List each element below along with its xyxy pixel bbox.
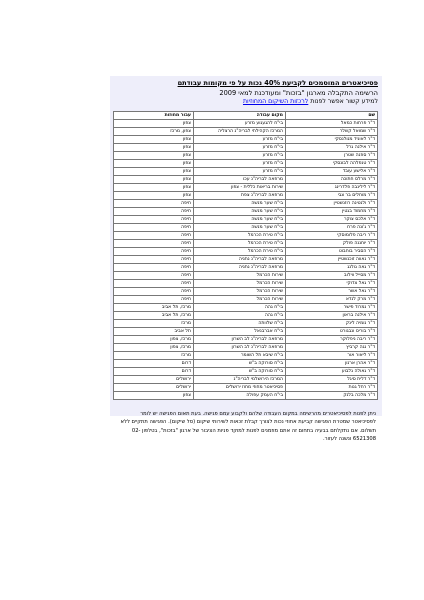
rehab-coordinators-link[interactable]: לרכזות השיקום המחוזיות [242, 98, 309, 105]
cell-districts: חיפה [114, 272, 194, 280]
cell-workplace: פסיכיאטר מחוזי מחוז ירושלים [194, 384, 286, 392]
cell-name: ד"ר נגה קרביץ [286, 344, 378, 352]
cell-workplace: מרפאה לבריה"נ עכו [194, 176, 286, 184]
cell-workplace: שירות הכרמל [194, 280, 286, 288]
info-line [114, 98, 378, 105]
table-row [114, 152, 378, 160]
cell-districts: חיפה [114, 256, 194, 264]
cell-districts: צפון [114, 120, 194, 128]
cell-name: ד"ר לילינבה פלדרינג [286, 184, 378, 192]
cell-districts: חיפה [114, 208, 194, 216]
cell-workplace: מרפאה לבריה"נ לב השרון [194, 344, 286, 352]
cell-workplace: שירות בריאות כללית - צפון [194, 184, 286, 192]
cell-name: ד"ר אלכס צוקר [286, 216, 378, 224]
cell-name: ד"ר מוחלים בר צבי [286, 192, 378, 200]
cell-name: ד"ר בוריס ונבגורט [286, 328, 378, 336]
cell-name: ד"ר נמרוד פישר [286, 304, 378, 312]
table-row [114, 288, 378, 296]
cell-districts: צפון [114, 184, 194, 192]
cell-name: ד"ר פרחות כמאל [286, 120, 378, 128]
table-row [114, 248, 378, 256]
table-row [114, 376, 378, 384]
cell-workplace: בי"ח העמק עפולה [194, 392, 286, 400]
cell-districts: חיפה [114, 240, 194, 248]
cell-districts: חיפה [114, 224, 194, 232]
cell-workplace: בי"ח מזרע [194, 144, 286, 152]
cell-workplace: מרפאה לבריה"נ נתניה [194, 264, 286, 272]
cell-name: ד"ר יוחננה פולק [286, 240, 378, 248]
document-title: פסיכיאטרים המוסמכים לקביעת 40% נכות על פי מקומות עבודתם [177, 79, 378, 87]
cell-name: ד"ר אלישע עובד [286, 168, 378, 176]
cell-districts: חיפה [114, 296, 194, 304]
cell-workplace: המרכז הקהילתי לבריה"נ הרצליה [194, 128, 286, 136]
cell-districts: צפון, מרכז [114, 128, 194, 136]
cell-workplace: בי"ח גהה [194, 312, 286, 320]
cell-name: ד"ר מרק לנדא [286, 296, 378, 304]
cell-workplace: שירות הכרמל [194, 288, 286, 296]
cell-name: ד"ר אהרן ארנון [286, 360, 378, 368]
table-row [114, 272, 378, 280]
document-subtitle: הרשימה התקבלה מארגון "בזכות" ומעודכנת למאי 2009 [219, 89, 378, 97]
cell-districts: צפון [114, 144, 194, 152]
info-line-prefix: למידע קשור אפשר לפנות [308, 98, 378, 105]
cell-name: ד"ר סוזנה שטרן [286, 152, 378, 160]
header-name: שם [286, 112, 378, 120]
table-row [114, 216, 378, 224]
cell-districts: צפון [114, 192, 194, 200]
cell-name: ד"ר הסביר בוחבוט [286, 248, 378, 256]
cell-workplace: שירות הכרמל [194, 296, 286, 304]
cell-workplace: בי"ח להגעגוע מזרע [194, 120, 286, 128]
header-districts: עבור מחוזות [114, 112, 194, 120]
cell-districts: חיפה [114, 288, 194, 296]
cell-workplace: בי"ח מזרע [194, 168, 286, 176]
table-row [114, 368, 378, 376]
cell-name: ד"ר נאווה זוכנשטיין [286, 256, 378, 264]
cell-districts: מרכז, תל אביב [114, 312, 194, 320]
cell-workplace: בי"ח שער מנשה [194, 224, 286, 232]
cell-name: ד"ר גאל צדוקי [286, 280, 378, 288]
cell-name: ד"ר רחל גנות [286, 384, 378, 392]
table-row [114, 384, 378, 392]
table-row [114, 224, 378, 232]
cell-districts: ירושלים [114, 384, 194, 392]
table-row [114, 160, 378, 168]
cell-name: ד"ר ולנטינה רוזנשטיין [286, 200, 378, 208]
cell-workplace: בי"ח גהה [194, 304, 286, 312]
table-row [114, 200, 378, 208]
cell-name: ד"ר נומיה לינק [286, 320, 378, 328]
cell-districts: צפון [114, 152, 194, 160]
cell-districts: מרכז [114, 352, 194, 360]
table-row [114, 336, 378, 344]
cell-workplace: בי"ח מזרע [194, 136, 286, 144]
cell-name: ד"ר גאולה גלבוע [286, 368, 378, 376]
cell-name: ד"ר טנפלהה לבונסקי [286, 160, 378, 168]
cell-workplace: בי"ח שער מנשה [194, 216, 286, 224]
cell-districts: מרכז, צפון [114, 344, 194, 352]
cell-workplace: המרכז הירושלמי לבריה"נ [194, 376, 286, 384]
table-row [114, 264, 378, 272]
table-row [114, 144, 378, 152]
cell-name: ד"ר מחמוד בגטין [286, 208, 378, 216]
table-row [114, 392, 378, 400]
table-row [114, 168, 378, 176]
cell-workplace: בי"ח מזרע [194, 160, 286, 168]
cell-name: ד"ר מרלס חתוכה [286, 176, 378, 184]
document-page [110, 76, 382, 443]
cell-workplace: מרפאה לבריה"נ צפת [194, 192, 286, 200]
cell-workplace: בי"ח טירת הכרמל [194, 240, 286, 248]
cell-districts: צפון [114, 136, 194, 144]
table-row [114, 184, 378, 192]
cell-districts: חיפה [114, 232, 194, 240]
table-row [114, 128, 378, 136]
table-body [114, 120, 378, 400]
cell-name: ד"ר דלית סיגל [286, 376, 378, 384]
cell-districts: חיפה [114, 280, 194, 288]
cell-workplace: בי"ח שער מנשה [194, 200, 286, 208]
cell-name: ד"ר שמואל קשלר [286, 128, 378, 136]
cell-districts: חיפה [114, 264, 194, 272]
cell-name: ד"ר ריבה פלומוסקי [286, 232, 378, 240]
table-row [114, 296, 378, 304]
cell-districts: חיפה [114, 248, 194, 256]
psychiatrists-table [113, 111, 378, 400]
cell-districts: מרכז [114, 320, 194, 328]
cell-districts: צפון [114, 176, 194, 184]
cell-workplace: בי"ח סורוקה ב"ש [194, 368, 286, 376]
cell-workplace: מרפאה לבריה"נ לב השרון [194, 336, 286, 344]
cell-districts: מרכז, צפון [114, 336, 194, 344]
cell-name: ד"ר מלכה בלנק [286, 392, 378, 400]
cell-districts: חיפה [114, 200, 194, 208]
table-row [114, 352, 378, 360]
table-row [114, 208, 378, 216]
cell-workplace: בי"ח אברבנאל [194, 328, 286, 336]
footer-note: ניתן לפנות לפסיכיאטרים מהרשימה במקום העבודה שלהם ולקבוע עמם פגישה. בעת תאום הפגישה יש לומר לפסיכיאטר שמטרת הפגישה קביעת אחוזי נכות לצורך קבלת זכאות לשירותי שיקום (סל שיקום). הפגישה תתקיים ללא תשלום. אם נתקלתם בבעיה בתחום זה אתם מוזמנים לפנות למוקד פניות הציבור של ארגון "בזכות", בטלפון 02-6521308 ונשנה לעזור. [120, 411, 376, 443]
cell-workplace: מרפאה לבריה"נ נתניה [194, 256, 286, 264]
table-row [114, 360, 378, 368]
cell-name: ד"ר אילנה בראון [286, 312, 378, 320]
cell-workplace: בי"ח מזרע [194, 152, 286, 160]
cell-name: ד"ר לאוניד מנולנסקי [286, 136, 378, 144]
header-workplace: מקום עבודה [194, 112, 286, 120]
cell-name: ד"ר מסייל ווילוב [286, 272, 378, 280]
table-row [114, 328, 378, 336]
table-row [114, 280, 378, 288]
cell-districts: צפון [114, 160, 194, 168]
cell-districts: דרום [114, 368, 194, 376]
table-row [114, 176, 378, 184]
cell-districts: צפון [114, 168, 194, 176]
table-row [114, 240, 378, 248]
cell-name: ד"ר ריבה ניפלוקר [286, 336, 378, 344]
table-row [114, 256, 378, 264]
table-row [114, 120, 378, 128]
cell-workplace: בי"ח שער מנשה [194, 208, 286, 216]
cell-workplace: בי"ח טירת הכרמל [194, 232, 286, 240]
table-row [114, 192, 378, 200]
cell-workplace: בי"ח סורוקה ב"ש [194, 360, 286, 368]
cell-name: ד"ר גאל אשר [286, 288, 378, 296]
cell-workplace: בי"ח שיבא תל השומר [194, 352, 286, 360]
table-row [114, 232, 378, 240]
cell-districts: חיפה [114, 216, 194, 224]
cell-districts: תל אביב [114, 328, 194, 336]
table-row [114, 312, 378, 320]
table-row [114, 136, 378, 144]
table-row [114, 304, 378, 312]
cell-districts: ירושלים [114, 376, 194, 384]
cell-name: ד"ר גאה גולנג [286, 264, 378, 272]
table-row [114, 320, 378, 328]
cell-workplace: בי"ח שלוותה [194, 320, 286, 328]
cell-workplace: שירות הכרמל [194, 272, 286, 280]
cell-name: ד"ר ליאור אור [286, 352, 378, 360]
cell-districts: מרכז, תל אביב [114, 304, 194, 312]
cell-workplace: בי"ח טירת הכרמל [194, 248, 286, 256]
cell-name: ד"ר ג'ונה פרח [286, 224, 378, 232]
table-header-row [114, 112, 378, 120]
cell-districts: צפון [114, 392, 194, 400]
cell-name: ד"ר אילנה גרל [286, 144, 378, 152]
cell-districts: דרום [114, 360, 194, 368]
table-row [114, 344, 378, 352]
